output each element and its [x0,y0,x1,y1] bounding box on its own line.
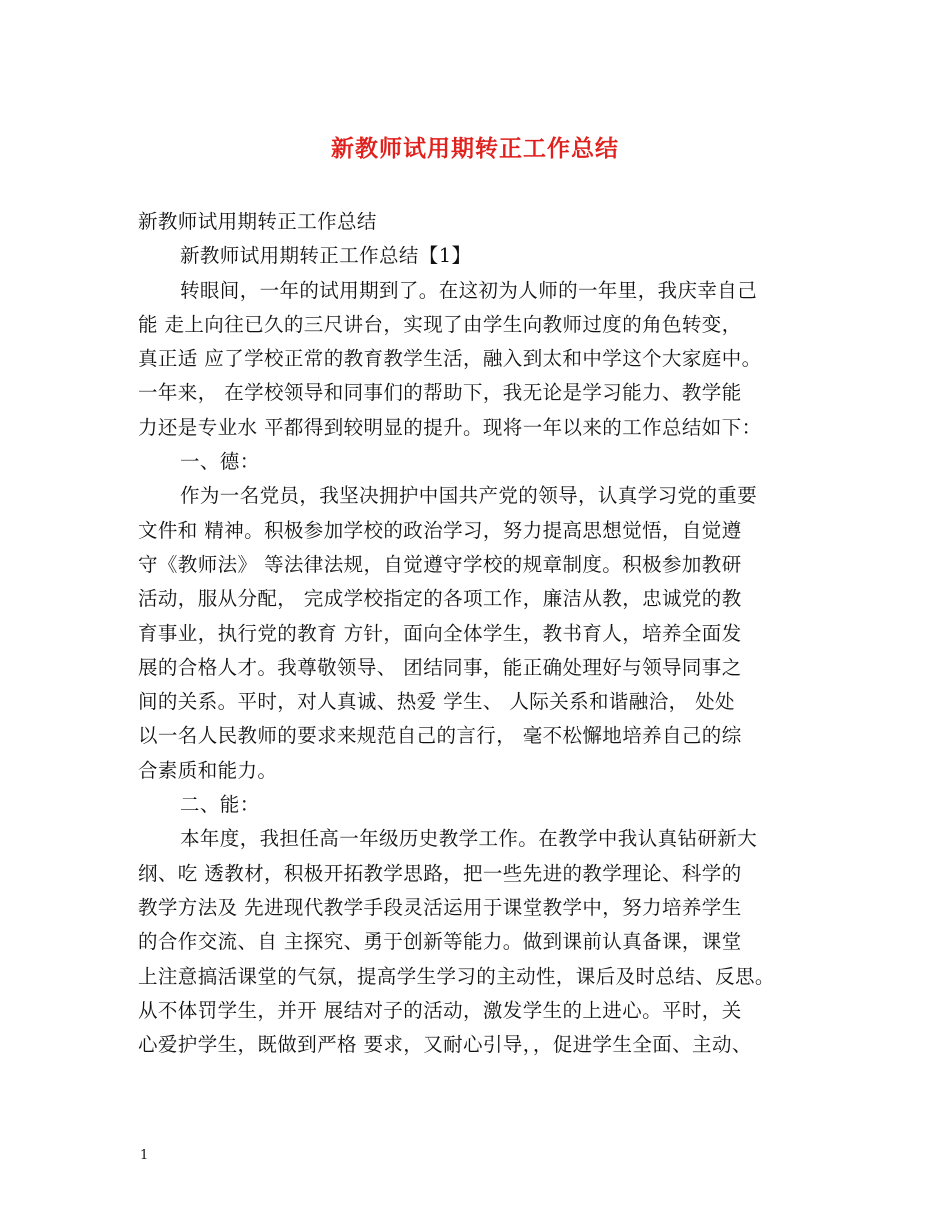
text-line: 守《教师法》 等法律法规，自觉遵守学校的规章制度。积极参加教研 [138,552,742,576]
text-line: 上注意搞活课堂的气氛，提高学生学习的主动性，课后及时总结、反思。 [138,964,775,988]
text-line: 转眼间，一年的试用期到了。在这初为人师的一年里，我庆幸自己 [180,278,758,302]
text-line: 心爱护学生，既做到严格 要求，又耐心引导，，促进学生全面、主动、 [138,1033,752,1057]
text-line: 的合作交流、自 主探究、勇于创新等能力。做到课前认真备课，课堂 [138,930,742,954]
text-line: 合素质和能力。 [138,758,278,782]
text-line: 新教师试用期转正工作总结 [138,210,377,233]
text-line: 本年度，我担任高一年级历史教学工作。在教学中我认真钻研新大 [180,827,758,851]
text-line: 活动，服从分配， 完成学校指定的各项工作，廉洁从教，忠诚党的教 [138,587,742,611]
document-body [138,205,828,1062]
text-line: 二、能： [180,793,260,817]
text-line: 能 走上向往已久的三尺讲台，实现了由学生向教师过度的角色转变， [138,312,742,336]
text-line: 间的关系。平时，对人真诚、热爱 学生、 人际关系和谐融洽， 处处 [138,690,735,714]
text-line: 从不体罚学生，并开 展结对子的活动，激发学生的上进心。平时，关 [138,998,742,1022]
text-line: 真正适 应了学校正常的教育教学生活，融入到太和中学这个大家庭中。 [138,347,762,371]
page-number: 1 [140,1148,149,1163]
text-line: 文件和 精神。积极参加学校的政治学习，努力提高思想觉悟，自觉遵 [138,518,742,542]
text-line: 展的合格人才。我尊敬领导、 团结同事，能正确处理好与领导同事之 [138,655,742,679]
text-line: 力还是专业水 平都得到较明显的提升。现将一年以来的工作总结如下： [138,415,762,439]
text-line: 新教师试用期转正工作总结【1】 [180,244,472,268]
document-title: 新教师试用期转正工作总结 [331,135,619,162]
text-line: 育事业，执行党的教育 方针，面向全体学生，教书育人，培养全面发 [138,621,742,645]
text-line: 以一名人民教师的要求来规范自己的言行， 毫不松懈地培养自己的综 [138,724,742,748]
text-line: 纲、吃 透教材，积极开拓教学思路，把一些先进的教学理论、科学的 [138,861,742,885]
text-line: 作为一名党员，我坚决拥护中国共产党的领导，认真学习党的重要 [180,484,758,508]
text-line: 教学方法及 先进现代教学手段灵活运用于课堂教学中，努力培养学生 [138,895,742,919]
text-line: 一年来， 在学校领导和同事们的帮助下，我无论是学习能力、教学能 [138,381,742,405]
text-line: 一、德： [180,450,260,474]
